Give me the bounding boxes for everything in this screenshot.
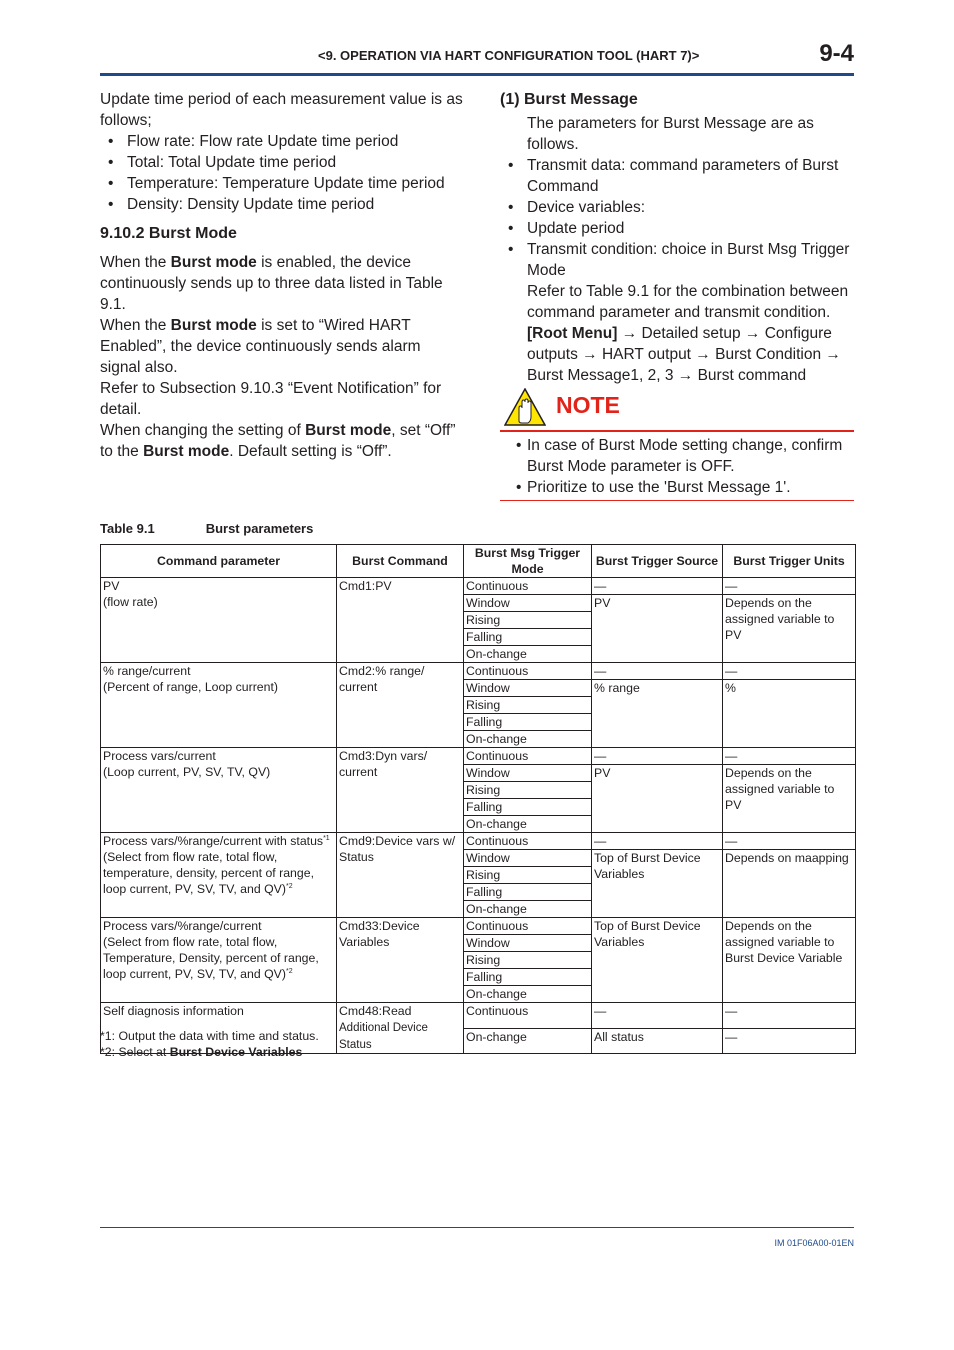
note-title: NOTE	[556, 392, 620, 418]
list-item: • Flow rate: Flow rate Update time period	[100, 131, 465, 152]
trigger-mode-cell: Continuous	[464, 578, 592, 595]
burst-message-title: (1) Burst Message	[500, 91, 638, 108]
left-column	[100, 89, 465, 462]
paragraph: Refer to Table 9.1 for the combination between command parameter and transmit condition.	[527, 283, 849, 321]
trigger-units-cell: —	[723, 1028, 856, 1054]
trigger-units-cell: Depends on maapping	[723, 850, 856, 918]
table-row	[101, 578, 856, 595]
note-item: • In case of Burst Mode setting change, confirm Burst Mode parameter is OFF.	[516, 436, 843, 475]
trigger-source-cell: Top of Burst Device Variables	[592, 918, 723, 1003]
trigger-source-cell: —	[592, 833, 723, 850]
note-box	[500, 388, 854, 501]
trigger-mode-cell: Continuous	[464, 663, 592, 680]
note-rule-bottom	[500, 500, 854, 502]
trigger-units-cell: Depends on the assigned variable to PV	[723, 595, 856, 663]
trigger-mode-cell: On-change	[464, 1028, 592, 1054]
trigger-mode-cell: Window	[464, 595, 592, 612]
list-item: • Density: Density Update time period	[100, 194, 465, 215]
trigger-mode-cell: Window	[464, 850, 592, 867]
trigger-units-cell: —	[723, 663, 856, 680]
burst-command-cell: Cmd33:Device Variables	[337, 918, 464, 1003]
trigger-source-cell: —	[592, 663, 723, 680]
section-title: 9.10.2 Burst Mode	[100, 225, 237, 242]
trigger-units-cell: —	[723, 1003, 856, 1029]
list-item: • Temperature: Temperature Update time period	[100, 173, 465, 194]
table-caption	[100, 521, 313, 536]
trigger-units-cell: Depends on the assigned variable to PV	[723, 765, 856, 833]
trigger-units-cell: —	[723, 578, 856, 595]
table-row	[101, 748, 856, 765]
trigger-mode-cell: On-change	[464, 986, 592, 1003]
note-item: • Prioritize to use the 'Burst Message 1'.	[516, 478, 791, 496]
command-parameter-cell: Process vars/%range/current with status$^{*1}$ (Select from flow rate, total flow, temperature, density, percent of range, loop current, PV, SV, TV, and QV)$^{*2}$	[101, 833, 337, 918]
command-parameter-cell: % range/current (Percent of range, Loop current)	[101, 663, 337, 748]
list-item: • Transmit data: command parameters of Burst Command	[500, 155, 854, 197]
table-row	[101, 1003, 856, 1029]
trigger-source-cell: —	[592, 578, 723, 595]
burst-command-cell: Cmd3:Dyn vars/ current	[337, 748, 464, 833]
trigger-source-cell: —	[592, 1003, 723, 1029]
warning-hand-icon	[504, 388, 546, 426]
trigger-mode-cell: Rising	[464, 612, 592, 629]
column-header: Burst Command	[337, 545, 464, 578]
trigger-mode-cell: On-change	[464, 816, 592, 833]
footer-rule	[100, 1227, 854, 1228]
burst-command-cell: Cmd48:Read Additional Device Status	[337, 1003, 464, 1054]
trigger-mode-cell: Continuous	[464, 918, 592, 935]
trigger-source-cell: All status	[592, 1028, 723, 1054]
command-parameter-cell: Process vars/%range/current (Select from flow rate, total flow, Temperature, Density, percent of range, loop current, PV, SV, TV, and QV)$^{*2}$	[101, 918, 337, 1003]
list-item: • Total: Total Update time period	[100, 152, 465, 173]
trigger-mode-cell: Continuous	[464, 1003, 592, 1029]
trigger-mode-cell: Rising	[464, 782, 592, 799]
footnote: *2: Select at Burst Device Variables	[100, 1045, 303, 1059]
trigger-mode-cell: Rising	[464, 867, 592, 884]
paragraph: When the Burst mode is set to “Wired HART Enabled”, the device continuously sends alarm signal also.	[100, 317, 421, 376]
update-intro: Update time period of each measurement value is as follows;	[100, 91, 463, 129]
paragraph: When the Burst mode is enabled, the device continuously sends up to three data listed in Table 9.1.	[100, 254, 443, 313]
header-rule	[100, 73, 854, 76]
burst-command-cell: Cmd1:PV	[337, 578, 464, 663]
update-period-list	[100, 131, 465, 215]
document-id: IM 01F06A00-01EN	[774, 1238, 854, 1248]
table-number: Table 9.1	[100, 521, 155, 536]
trigger-units-cell: —	[723, 833, 856, 850]
table-header-row	[101, 545, 856, 578]
trigger-mode-cell: On-change	[464, 901, 592, 918]
paragraph: Refer to Subsection 9.10.3 “Event Notification” for detail.	[100, 380, 442, 418]
burst-parameters-table	[100, 544, 856, 1054]
trigger-mode-cell: Falling	[464, 969, 592, 986]
table-row	[101, 663, 856, 680]
table-title: Burst parameters	[205, 521, 314, 536]
trigger-mode-cell: Window	[464, 935, 592, 952]
command-parameter-cell: PV (flow rate)	[101, 578, 337, 663]
note-body	[500, 432, 854, 500]
column-header: Burst Trigger Source	[592, 545, 723, 578]
trigger-units-cell: —	[723, 748, 856, 765]
column-header: Burst Msg Trigger Mode	[464, 545, 592, 578]
footnotes	[100, 1028, 319, 1060]
trigger-source-cell: Top of Burst Device Variables	[592, 850, 723, 918]
list-item: • Device variables:	[500, 197, 854, 218]
column-header: Burst Trigger Units	[723, 545, 856, 578]
command-parameter-cell: Process vars/current (Loop current, PV, SV, TV, QV)	[101, 748, 337, 833]
trigger-source-cell: PV	[592, 765, 723, 833]
trigger-mode-cell: On-change	[464, 646, 592, 663]
column-header: Command parameter	[101, 545, 337, 578]
trigger-mode-cell: Falling	[464, 799, 592, 816]
trigger-mode-cell: On-change	[464, 731, 592, 748]
trigger-mode-cell: Rising	[464, 697, 592, 714]
chapter-header: <9. OPERATION VIA HART CONFIGURATION TOOL (HART 7)>	[318, 48, 700, 63]
trigger-mode-cell: Falling	[464, 884, 592, 901]
trigger-mode-cell: Falling	[464, 714, 592, 731]
burst-message-list	[500, 155, 854, 281]
trigger-mode-cell: Continuous	[464, 748, 592, 765]
table-row	[101, 918, 856, 935]
trigger-mode-cell: Continuous	[464, 833, 592, 850]
menu-path: [Root Menu] → Detailed setup → Configure outputs → HART output → Burst Condition → Burst Message1, 2, 3 → Burst command	[527, 325, 841, 384]
burst-command-cell: Cmd2:% range/ current	[337, 663, 464, 748]
burst-command-cell: Cmd9:Device vars w/ Status	[337, 833, 464, 918]
trigger-source-cell: PV	[592, 595, 723, 663]
trigger-mode-cell: Rising	[464, 952, 592, 969]
paragraph: When changing the setting of Burst mode, set “Off” to the Burst mode. Default setting is “Off”.	[100, 422, 456, 460]
footnote: *1: Output the data with time and status.	[100, 1029, 319, 1043]
command-parameter-cell: Self diagnosis information	[101, 1003, 337, 1054]
trigger-mode-cell: Window	[464, 765, 592, 782]
trigger-source-cell: —	[592, 748, 723, 765]
trigger-units-cell: Depends on the assigned variable to Burst Device Variable	[723, 918, 856, 1003]
right-column	[500, 89, 854, 386]
list-item: • Update period	[500, 218, 854, 239]
trigger-source-cell: % range	[592, 680, 723, 748]
table-row	[101, 833, 856, 850]
trigger-mode-cell: Falling	[464, 629, 592, 646]
list-item: • Transmit condition: choice in Burst Msg Trigger Mode	[500, 239, 854, 281]
trigger-units-cell: %	[723, 680, 856, 748]
paragraph: The parameters for Burst Message are as follows.	[527, 115, 814, 153]
trigger-mode-cell: Window	[464, 680, 592, 697]
page-number: 9-4	[819, 40, 854, 67]
